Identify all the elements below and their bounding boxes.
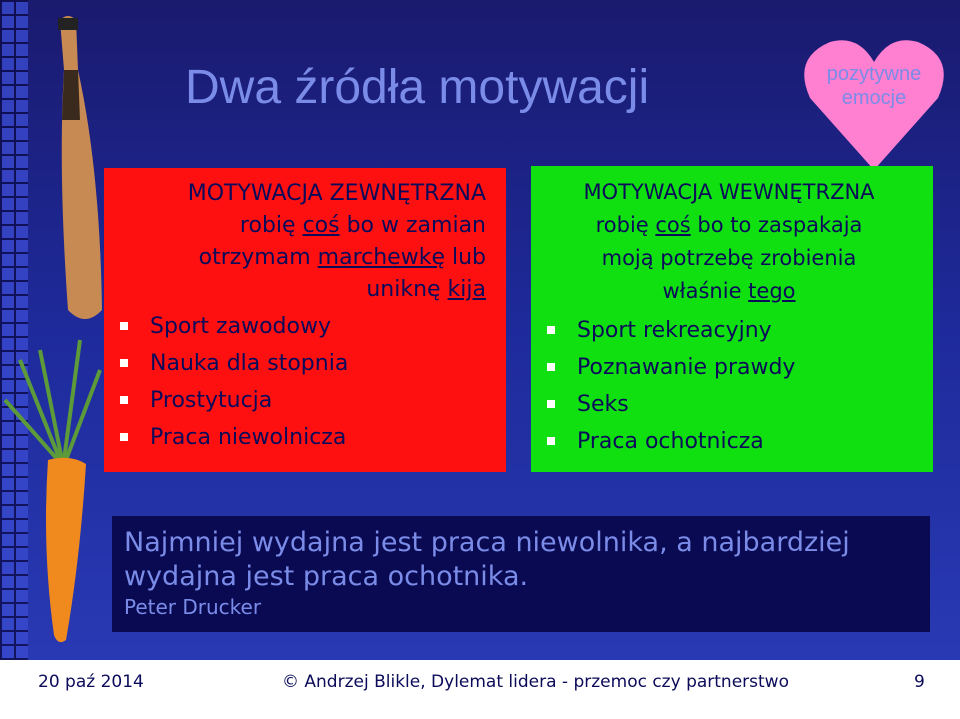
quote-line-2: wydajna jest praca ochotnika. (124, 561, 529, 592)
heart-label-line2: emocje (841, 87, 907, 109)
list-item (118, 345, 492, 382)
quote-author: Peter Drucker (124, 595, 262, 619)
external-motivation-box (104, 168, 506, 472)
text-fragment: właśnie (662, 279, 749, 303)
text-fragment: otrzymam (198, 245, 318, 270)
list-item-label: Praca niewolnicza (150, 425, 347, 450)
text-fragment: robię (239, 213, 303, 238)
underlined-fragment: marchewkę (317, 245, 445, 270)
external-motivation-heading (118, 178, 492, 306)
external-examples-list (118, 308, 492, 456)
list-item-label: Sport zawodowy (150, 314, 331, 339)
quote-box (112, 516, 930, 632)
text-fragment: bo to zaspakaja (690, 213, 863, 237)
footer-date: 20 paź 2014 (38, 672, 144, 692)
external-description-line-1 (118, 210, 486, 242)
text-fragment: lub (444, 245, 486, 270)
list-item-label: Praca ochotnicza (577, 429, 764, 454)
internal-heading-line: MOTYWACJA WEWNĘTRZNA (583, 180, 875, 204)
slide-footer (0, 660, 960, 719)
bullet-icon (120, 396, 128, 404)
heart-label-line1: pozytywne (826, 63, 922, 85)
internal-motivation-heading (545, 176, 919, 308)
footer-credit: © Andrzej Blikle, Dylemat lidera - przemoc czy partnerstwo (282, 672, 789, 692)
bullet-icon (547, 437, 555, 445)
internal-description-line-3 (545, 275, 913, 308)
list-item-label: Sport rekreacyjny (577, 318, 772, 343)
list-item (545, 423, 919, 460)
underlined-fragment: kija (447, 277, 486, 302)
text-fragment: bo w zamian (339, 213, 486, 238)
bullet-icon (547, 363, 555, 371)
list-item-label: Nauka dla stopnia (150, 351, 349, 376)
internal-description-line-2: moją potrzebę zrobienia (601, 246, 857, 270)
bullet-icon (120, 359, 128, 367)
list-item (545, 349, 919, 386)
text-fragment: uniknę (366, 277, 448, 302)
external-heading-line: MOTYWACJA ZEWNĘTRZNA (187, 181, 486, 206)
list-item-label: Poznawanie prawdy (577, 355, 796, 380)
internal-motivation-box (531, 166, 933, 472)
underlined-fragment: tego (748, 279, 796, 303)
internal-description-line-1 (545, 209, 913, 242)
bullet-icon (547, 326, 555, 334)
text-fragment: robię (595, 213, 656, 237)
bullet-icon (120, 433, 128, 441)
carrot-icon (0, 330, 110, 650)
slide-title: Dwa źródła motywacji (185, 61, 650, 114)
heart-label (800, 62, 948, 110)
list-item (545, 312, 919, 349)
external-description-line-2 (118, 242, 486, 274)
list-item (118, 419, 492, 456)
baseball-bat-icon (30, 10, 110, 330)
list-item-label: Prostytucja (150, 388, 273, 413)
list-item (545, 386, 919, 423)
underlined-fragment: coś (655, 213, 691, 237)
bullet-icon (120, 322, 128, 330)
list-item (118, 382, 492, 419)
quote-line-1: Najmniej wydajna jest praca niewolnika, a najbardziej (124, 527, 850, 558)
bullet-icon (547, 400, 555, 408)
list-item (118, 308, 492, 345)
list-item-label: Seks (577, 392, 629, 417)
page-number: 9 (914, 672, 925, 692)
underlined-fragment: coś (302, 213, 340, 238)
internal-examples-list (545, 312, 919, 460)
external-description-line-3 (118, 274, 486, 306)
